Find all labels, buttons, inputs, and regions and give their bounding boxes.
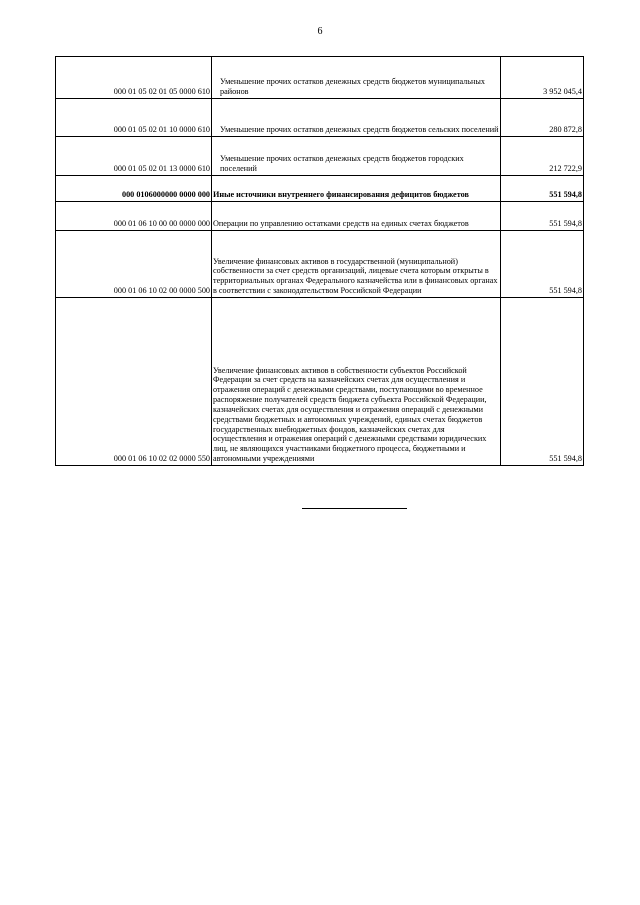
table-row bbox=[56, 137, 584, 176]
row-name-text: Уменьшение прочих остатков денежных средств бюджетов муниципальных районов bbox=[220, 77, 485, 97]
budget-sources-table bbox=[55, 56, 584, 466]
row-name bbox=[212, 137, 501, 176]
row-amount: 551 594,8 bbox=[501, 176, 584, 202]
row-code: 000 01 05 02 01 05 0000 610 bbox=[56, 57, 212, 99]
row-amount: 551 594,8 bbox=[501, 298, 584, 466]
table-row bbox=[56, 231, 584, 298]
row-name bbox=[212, 298, 501, 466]
row-code: 000 01 05 02 01 10 0000 610 bbox=[56, 99, 212, 137]
row-name bbox=[212, 176, 501, 202]
row-name bbox=[212, 57, 501, 99]
row-name bbox=[212, 202, 501, 231]
table-body bbox=[56, 57, 584, 466]
row-code: 000 01 06 10 02 02 0000 550 bbox=[56, 298, 212, 466]
row-amount: 551 594,8 bbox=[501, 231, 584, 298]
row-code: 000 01 06 10 02 00 0000 500 bbox=[56, 231, 212, 298]
row-name-text: Иные источники внутреннего финансирования дефицитов бюджетов bbox=[213, 190, 469, 200]
table-row bbox=[56, 57, 584, 99]
row-code: 000 01 05 02 01 13 0000 610 bbox=[56, 137, 212, 176]
table-row bbox=[56, 298, 584, 466]
row-name-text: Увеличение финансовых активов в собственности субъектов Российской Федерации за счет средств на казначейских счетах для осуществления и отражения операций с денежными средствами, поступающими во временное распоряжение получателей средств бюджета субъекта Российской Федерации, казначейских счетах для осуществления и отражения операций с денежными средствами бюджетных и автономных учреждений, единых счетах бюджетов государственных внебюджетных фондов, казначейских счетах для осуществления и отражения операций с денежными средствами юридических лиц, не являющихся участниками бюджетного процесса, бюджетными и автономными учреждениями bbox=[213, 365, 487, 464]
end-divider-line bbox=[302, 508, 407, 509]
page-number: 6 bbox=[317, 26, 323, 37]
row-amount: 212 722,9 bbox=[501, 137, 584, 176]
row-name-text: Увеличение финансовых активов в государственной (муниципальной) собственности за счет средств организаций, лицевые счета которым открыты в территориальных органах Федерального казначейства или в финансовых органах в соответствии с законодательством Российской Федерации bbox=[213, 256, 498, 296]
row-name-text: Уменьшение прочих остатков денежных средств бюджетов сельских поселений bbox=[220, 125, 499, 135]
row-amount: 3 952 045,4 bbox=[501, 57, 584, 99]
table-row bbox=[56, 99, 584, 137]
row-name bbox=[212, 231, 501, 298]
row-name-text: Операции по управлению остатками средств на единых счетах бюджетов bbox=[213, 219, 469, 229]
table-row bbox=[56, 176, 584, 202]
row-name-text: Уменьшение прочих остатков денежных средств бюджетов городских поселений bbox=[220, 154, 464, 174]
row-code: 000 0106000000 0000 000 bbox=[56, 176, 212, 202]
table-row bbox=[56, 202, 584, 231]
row-code: 000 01 06 10 00 00 0000 000 bbox=[56, 202, 212, 231]
row-amount: 551 594,8 bbox=[501, 202, 584, 231]
row-amount: 280 872,8 bbox=[501, 99, 584, 137]
row-name bbox=[212, 99, 501, 137]
